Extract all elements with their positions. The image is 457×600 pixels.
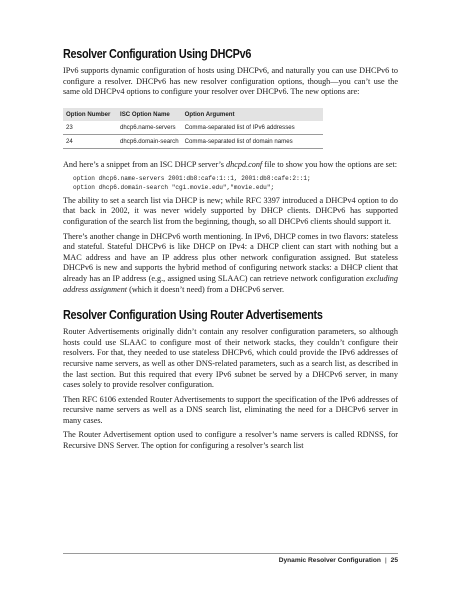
page-number: 25 <box>390 557 398 564</box>
intro-paragraph: IPv6 supports dynamic configuration of hosts using DHCPv6, and naturally you can use DHCPv6 to configure a resolver. DHCPv6 has new resolver configuration options, though—you can’t use the same old DHCPv4 options to configure your resolver over DHCPv6. The new options are: <box>63 66 398 97</box>
config-code-snippet: option dhcp6.name-servers 2001:db8:cafe:1::1, 2001:db8:cafe:2::1; option dhcp6.domain-search "cgi.movie.edu","movie.edu"; <box>73 175 311 191</box>
table-header-option-number: Option Number <box>63 108 117 121</box>
router-advertisements-paragraph: Router Advertisements originally didn’t contain any resolver configuration parameters, so although hosts could use SLAAC to configure most of their network stacks, they couldn’t configure their resolvers. For that, they needed to use stateless DHCPv6, which could provide the IPv6 addresses of recursive name servers, as well as other DNS-related parameters, such as a search list, as described in the last section. But this required that every IPv6 subnet be served by a DHCPv6 server, in many cases solely to provide resolver configuration. <box>63 327 398 390</box>
dhcpv6-options-table <box>63 108 323 149</box>
section-heading-router-advertisements: Resolver Configuration Using Router Advertisements <box>63 308 323 323</box>
stateless-stateful-paragraph <box>63 232 398 296</box>
table-header-row <box>63 108 323 121</box>
table-cell-isc-option-name: dhcp6.name-servers <box>117 121 182 135</box>
table-cell-option-number: 23 <box>63 121 117 135</box>
footer-text <box>279 557 398 564</box>
table-row <box>63 121 323 135</box>
table-cell-option-number: 24 <box>63 134 117 148</box>
stateless-text-b: (which it doesn’t need) from a DHCPv6 server. <box>127 284 285 294</box>
emphasis-text: excluding address assignment <box>63 273 398 294</box>
table-cell-option-argument: Comma-separated list of IPv6 addresses <box>182 121 323 135</box>
rfc6106-paragraph: Then RFC 6106 extended Router Advertisements to support the specification of the IPv6 addresses of recursive name servers as well as a DNS search list, eliminating the need for a DHCPv6 server in many cases. <box>63 394 398 425</box>
footer-chapter-title: Dynamic Resolver Configuration <box>278 557 381 564</box>
rdnss-paragraph: The Router Advertisement option used to configure a resolver’s name servers is called RDNSS, for Recursive DNS Server. The option for configuring a resolver’s search list <box>63 430 398 451</box>
section-heading-dhcpv6: Resolver Configuration Using DHCPv6 <box>63 47 252 61</box>
snippet-intro-text-b: file to show you how the options are set: <box>262 159 398 169</box>
search-list-paragraph: The ability to set a search list via DHCP is new; while RFC 3397 introduced a DHCPv4 option to do that back in 2002, it was never widely supported by DHCP clients. DHCPv6 has supported configuration of the search list from the beginning, though, so all DHCPv6 clients should support it. <box>63 195 398 226</box>
table-header-option-argument: Option Argument <box>182 108 323 121</box>
snippet-intro-text-a: And here’s a snippet from an ISC DHCP server’s <box>63 159 227 169</box>
table-cell-isc-option-name: dhcp6.domain-search <box>117 134 182 148</box>
config-filename: dhcpd.conf <box>226 159 263 169</box>
footer-separator: | <box>384 557 387 564</box>
table-header-isc-option-name: ISC Option Name <box>117 108 182 121</box>
snippet-intro-paragraph <box>63 160 398 171</box>
table-cell-option-argument: Comma-separated list of domain names <box>182 134 323 148</box>
page-content <box>63 40 398 452</box>
stateless-text-a: There’s another change in DHCPv6 worth mentioning. In IPv6, DHCP comes in two flavors: stateless and stateful. Stateful DHCPv6 is like DHCP on IPv4: a DHCP client can start with nothing but a MAC address and have an IP address plus other network configuration assigned. But stateless DHCPv6 is new and supports the hybrid method of configuring network stacks: a DHCP client that already has an IP address (e.g., assigned using SLAAC) can retrieve network configuration <box>63 231 398 283</box>
table-row <box>63 134 323 148</box>
page-footer <box>63 553 398 564</box>
